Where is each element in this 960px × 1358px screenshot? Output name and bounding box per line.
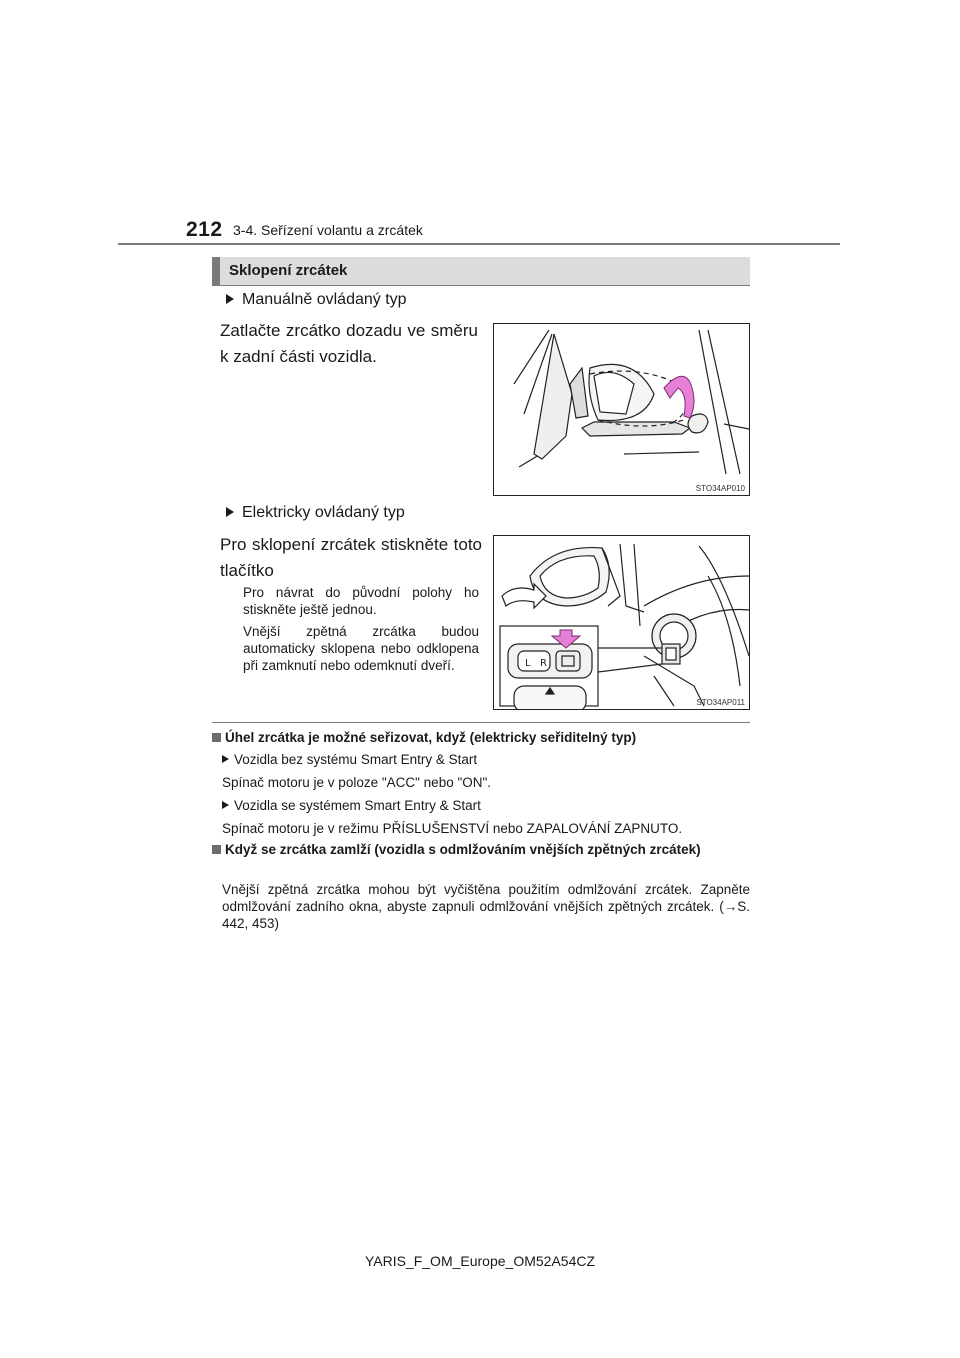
angle-note-title: Úhel zrcátka je možné seřizovat, když (elektricky seřiditelný typ) — [212, 730, 752, 746]
electric-image-code: STO34AP011 — [696, 698, 745, 707]
manual-mirror-drawing — [494, 324, 749, 495]
triangle-bullet-icon — [222, 755, 229, 763]
electric-type-instruction: Pro sklopení zrcátek stiskněte toto tlačítko — [220, 535, 482, 580]
chapter-title: 3-4. Seřízení volantu a zrcátek — [233, 222, 423, 238]
page-number: 212 — [186, 218, 223, 241]
triangle-bullet-icon — [222, 801, 229, 809]
section-title: Sklopení zrcátek — [229, 262, 348, 279]
switch-right-label: R — [540, 658, 547, 669]
electric-mirror-drawing — [494, 536, 749, 709]
no-smart-label: Vozidla bez systému Smart Entry & Start — [222, 751, 477, 768]
no-smart-text: Spínač motoru je v poloze "ACC" nebo "ON". — [222, 775, 492, 790]
manual-type-label: Manuálně ovládaný typ — [226, 291, 407, 309]
manual-image-code: STO34AP010 — [695, 484, 745, 493]
triangle-bullet-icon — [226, 507, 234, 517]
document-id: YARIS_F_OM_Europe_OM52A54CZ — [364, 1253, 596, 1269]
smart-label: Vozidla se systémem Smart Entry & Start — [222, 797, 481, 814]
electric-type-label: Elektricky ovládaný typ — [226, 504, 405, 522]
manual-mirror-illustration — [493, 323, 750, 496]
header-divider — [118, 243, 840, 245]
square-bullet-icon — [212, 845, 221, 854]
triangle-bullet-icon — [226, 294, 234, 304]
electric-note-auto: Vnější zpětná zrcátka budou automaticky sklopena nebo odklopena při zamknutí nebo odemknutí dveří. — [243, 624, 479, 673]
electric-note-return: Pro návrat do původní polohy ho stiskněte ještě jednou. — [243, 585, 479, 617]
notes-divider — [212, 722, 750, 723]
fog-note-text: Vnější zpětná zrcátka mohou být vyčištěna použitím odmlžování zrcátek. Zapněte odmlžování zadního okna, abyste zapnuli odmlžování vnějších zpětných zrcátek. (→S. 442, 453) — [222, 882, 750, 931]
square-bullet-icon — [212, 733, 221, 742]
section-heading-divider — [212, 285, 750, 286]
section-heading — [212, 257, 750, 285]
smart-text: Spínač motoru je v režimu PŘÍSLUŠENSTVÍ nebo ZAPALOVÁNÍ ZAPNUTO. — [222, 821, 683, 836]
manual-type-instruction: Zatlačte zrcátko dozadu ve směru k zadní části vozidla. — [220, 321, 478, 366]
switch-left-label: L — [525, 658, 531, 669]
electric-mirror-illustration — [493, 535, 750, 710]
fog-note-title: Když se zrcátka zamlží (vozidla s odmlžováním vnějších zpětných zrcátek) — [212, 842, 752, 858]
